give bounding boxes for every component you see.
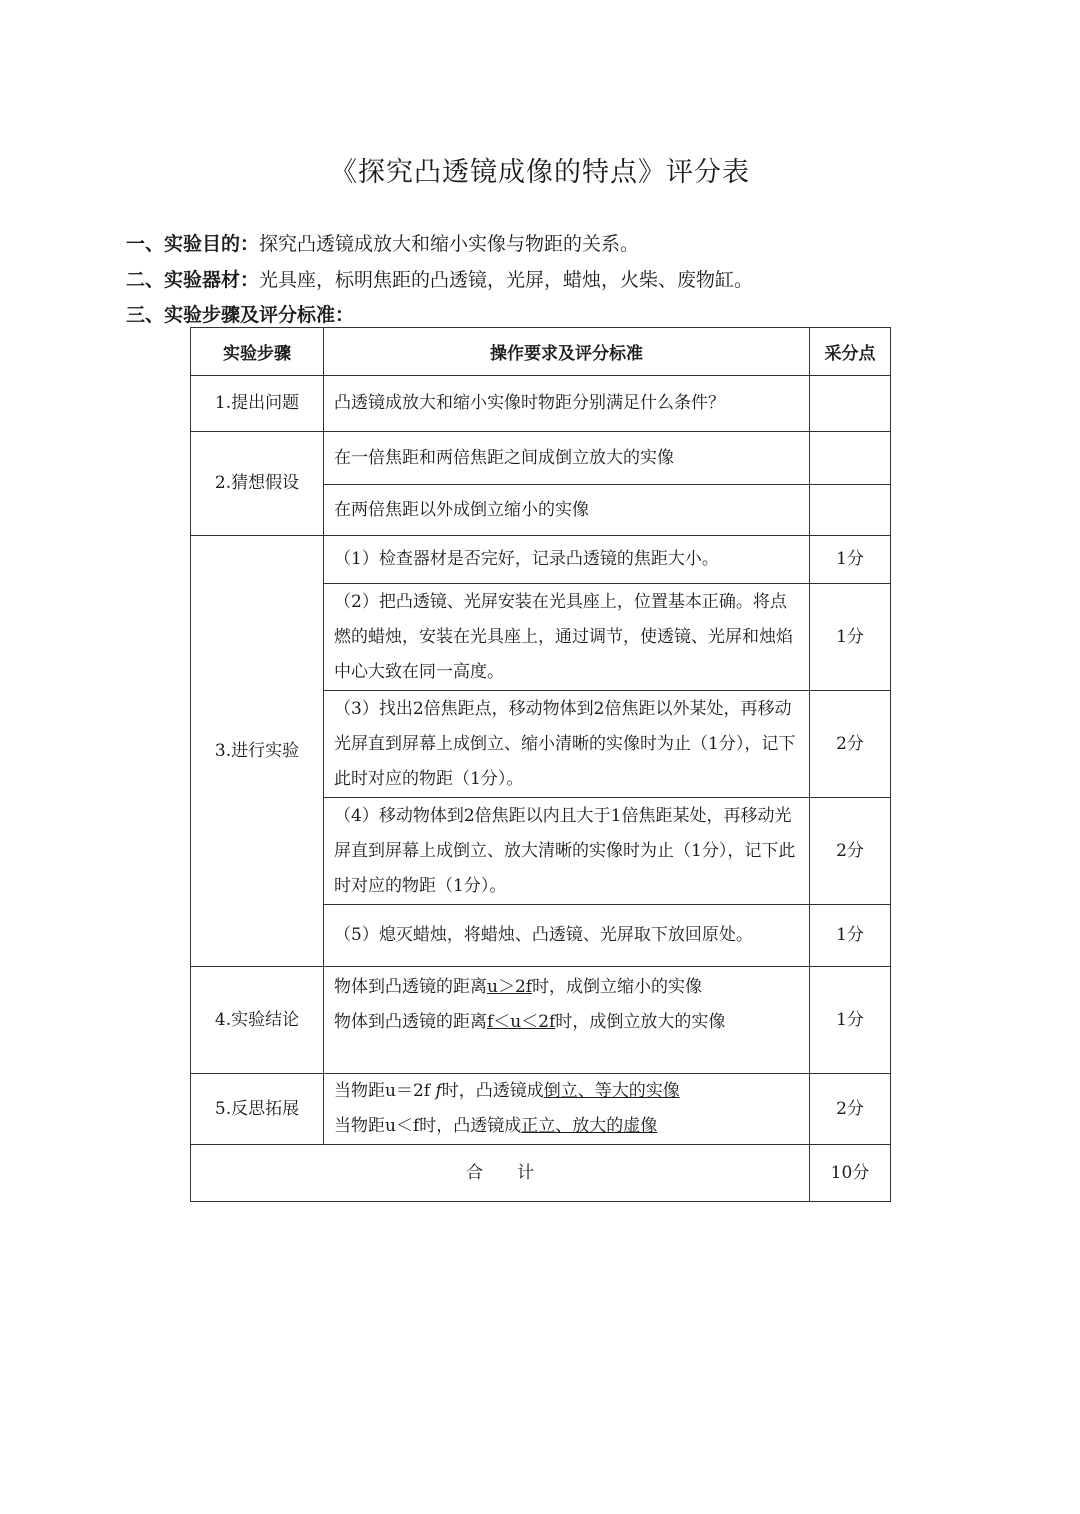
text-span: 时，成倒立放大的实像 xyxy=(555,1012,726,1032)
text-span: 物体到凸透镜的距离 xyxy=(334,977,487,997)
requirement-cell xyxy=(324,1074,810,1145)
section-equipment-text: 光具座，标明焦距的凸透镜，光屏，蜡烛，火柴、废物缸。 xyxy=(259,269,754,291)
requirement-cell xyxy=(324,967,810,1074)
requirement-cell: （3）找出2倍焦距点，移动物体到2倍焦距以外某处，再移动光屏直到屏幕上成倒立、缩小清晰的实像时为止（1分），记下此时对应的物距（1分）。 xyxy=(324,691,810,798)
header-requirements: 操作要求及评分标准 xyxy=(324,328,810,376)
requirement-cell: （1）检查器材是否完好，记录凸透镜的焦距大小。 xyxy=(324,536,810,584)
points-cell xyxy=(810,376,891,432)
section-equipment-label: 二、实验器材： xyxy=(126,269,260,291)
points-cell: 1分 xyxy=(810,584,891,691)
requirement-cell: （5）熄灭蜡烛，将蜡烛、凸透镜、光屏取下放回原处。 xyxy=(324,905,810,967)
text-span: 当物距u＝2f xyxy=(334,1081,431,1101)
total-points: 10分 xyxy=(810,1145,891,1202)
text-span: 物体到凸透镜的距离 xyxy=(334,1012,487,1032)
conclusion-line-2 xyxy=(334,1005,799,1040)
text-span: 当物距u＜f时，凸透镜成 xyxy=(334,1116,522,1136)
requirement-cell: 在一倍焦距和两倍焦距之间成倒立放大的实像 xyxy=(324,432,810,485)
points-cell: 1分 xyxy=(810,967,891,1074)
table-row xyxy=(191,536,891,584)
reflection-line-2 xyxy=(334,1109,799,1144)
italic-f: f xyxy=(435,1081,442,1101)
total-label: 合 计 xyxy=(191,1145,810,1202)
points-cell xyxy=(810,485,891,536)
section-steps xyxy=(126,300,354,327)
text-span: 时，凸透镜成 xyxy=(441,1081,544,1101)
requirement-cell: 在两倍焦距以外成倒立缩小的实像 xyxy=(324,485,810,536)
points-cell: 2分 xyxy=(810,798,891,905)
total-row xyxy=(191,1145,891,1202)
requirement-cell: （4）移动物体到2倍焦距以内且大于1倍焦距某处，再移动光屏直到屏幕上成倒立、放大清晰的实像时为止（1分），记下此时对应的物距（1分）。 xyxy=(324,798,810,905)
table-row xyxy=(191,376,891,432)
table-row xyxy=(191,967,891,1074)
section-equipment xyxy=(126,265,753,292)
text-span: 时，成倒立缩小的实像 xyxy=(532,977,703,997)
points-cell: 2分 xyxy=(810,1074,891,1145)
page-title: 《探究凸透镜成像的特点》评分表 xyxy=(330,157,750,188)
section-purpose xyxy=(126,229,639,256)
underlined-answer: f＜u＜2f xyxy=(487,1012,556,1032)
points-cell: 1分 xyxy=(810,536,891,584)
step-cell: 5.反思拓展 xyxy=(191,1074,324,1145)
points-cell: 2分 xyxy=(810,691,891,798)
conclusion-line-1 xyxy=(334,970,799,1005)
table-row xyxy=(191,1074,891,1145)
underlined-answer: 正立、放大的虚像 xyxy=(521,1116,658,1136)
step-cell: 1.提出问题 xyxy=(191,376,324,432)
section-steps-label: 三、实验步骤及评分标准： xyxy=(126,304,355,326)
header-points: 采分点 xyxy=(810,328,891,376)
step-cell: 3.进行实验 xyxy=(191,536,324,967)
points-cell: 1分 xyxy=(810,905,891,967)
underlined-answer: 倒立、等大的实像 xyxy=(543,1081,680,1101)
step-cell: 2.猜想假设 xyxy=(191,432,324,536)
requirement-cell: 凸透镜成放大和缩小实像时物距分别满足什么条件？ xyxy=(324,376,810,432)
table-row xyxy=(191,432,891,485)
reflection-line-1 xyxy=(334,1074,799,1109)
step-cell: 4.实验结论 xyxy=(191,967,324,1074)
section-purpose-text: 探究凸透镜成放大和缩小实像与物距的关系。 xyxy=(259,233,640,255)
header-step: 实验步骤 xyxy=(191,328,324,376)
points-cell xyxy=(810,432,891,485)
scoring-table xyxy=(190,327,891,1202)
table-header-row xyxy=(191,328,891,376)
underlined-answer: u＞2f xyxy=(487,977,533,997)
requirement-cell: （2）把凸透镜、光屏安装在光具座上，位置基本正确。将点燃的蜡烛，安装在光具座上，通过调节，使透镜、光屏和烛焰中心大致在同一高度。 xyxy=(324,584,810,691)
section-purpose-label: 一、实验目的： xyxy=(126,233,260,255)
